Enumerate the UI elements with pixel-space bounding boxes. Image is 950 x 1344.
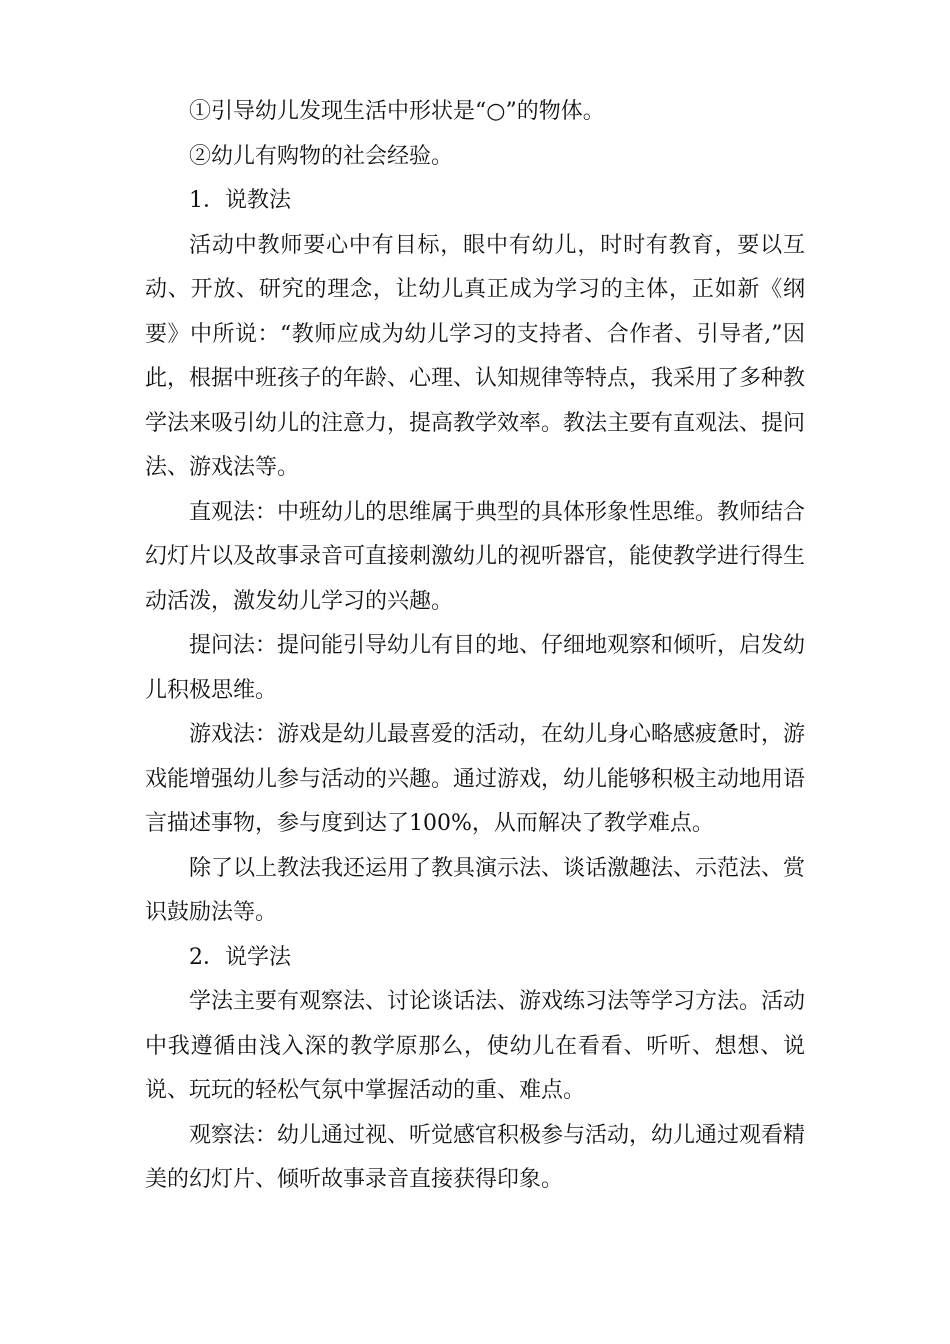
paragraph-teaching-overview: 活动中教师要心中有目标，眼中有幼儿，时时有教育，要以互动、开放、研究的理念，让幼儿真正成为学习的主体，正如新《纲要》中所说：“教师应成为幼儿学习的支持者、合作者、引导者,”因此，根据中班孩子的年龄、心理、认知规律等特点，我采用了多种教学法来吸引幼儿的注意力，提高教学效率。教法主要有直观法、提问法、游戏法等。 [145,232,806,480]
paragraph-other-methods: 除了以上教法我还运用了教具演示法、谈话激趣法、示范法、赏识鼓励法等。 [145,855,806,925]
paragraph-learning-overview: 学法主要有观察法、讨论谈话法、游戏练习法等学习方法。活动中我遵循由浅入深的教学原那么，使幼儿在看看、听听、想想、说说、玩玩的轻松气氛中掌握活动的重、难点。 [145,989,806,1103]
paragraph-intuitive-method: 直观法：中班幼儿的思维属于典型的具体形象性思维。教师结合幻灯片以及故事录音可直接刺激幼儿的视听器官，能使教学进行得生动活泼，激发幼儿学习的兴趣。 [145,499,806,614]
paragraph-questioning-method: 提问法：提问能引导幼儿有目的地、仔细地观察和倾听，启发幼儿积极思维。 [145,633,806,703]
document-body [145,90,805,1203]
paragraph-game-method: 游戏法：游戏是幼儿最喜爱的活动，在幼儿身心略感疲惫时，游戏能增强幼儿参与活动的兴趣。通过游戏，幼儿能够积极主动地用语言描述事物，参与度到达了100%，从而解决了教学难点。 [145,722,806,836]
section-heading-teaching-method: 1．说教法 [189,188,291,213]
paragraph-observation-method: 观察法：幼儿通过视、听觉感官积极参与活动，幼儿通过观看精美的幻灯片、倾听故事录音直接获得印象。 [145,1122,806,1192]
list-item-goal-1: ①引导幼儿发现生活中形状是“○”的物体。 [189,99,605,124]
list-item-goal-2: ②幼儿有购物的社会经验。 [189,143,454,169]
section-heading-learning-method: 2．说学法 [189,944,291,970]
